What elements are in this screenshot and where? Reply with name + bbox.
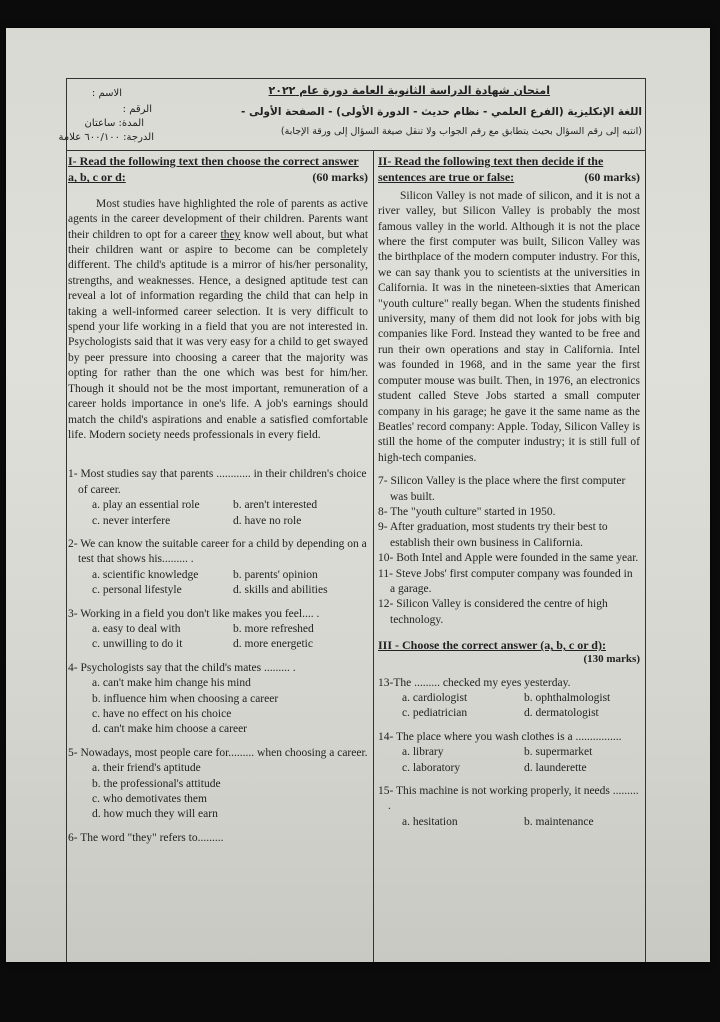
- option-c: c. have no effect on his choice: [92, 708, 232, 720]
- question-13: [378, 676, 640, 722]
- option-c: c. pediatrician: [402, 707, 468, 720]
- option-d: d. skills and abilities: [233, 584, 328, 597]
- question-options: [68, 676, 368, 738]
- option-b: b. influence him when choosing a career: [92, 692, 279, 705]
- question-options: [68, 761, 368, 823]
- section-3-header: [378, 638, 640, 667]
- question-stem: 13-The ......... checked my eyes yesterday.: [378, 676, 571, 689]
- section-3-marks: (130 marks): [583, 653, 640, 666]
- section-2-column: [378, 154, 640, 830]
- option-a: a. hesitation: [402, 815, 458, 828]
- section-2-marks: (60 marks): [584, 170, 640, 185]
- option-b: b. ophthalmologist: [524, 692, 611, 704]
- statement-9: 9- After graduation, most students try their best to establish their own business in California.: [378, 521, 608, 549]
- option-a: a. play an essential role: [92, 499, 200, 512]
- passage-part-2: know well about, but what their children want or aspire to become can be completely different. The child's aptitude is a mirror of his/her personality, strengths, and weaknesses. Hence, a designed aptitude test can reveal a lot of information regarding the child that can help in taking a well-informed career selection. It is very difficult to spend your life working in a field that you are not interested in. Psychologists said that it was very easy for a child to get swayed by peer pressure into choosing a career that the majority was opting for rather than the one which was best for him/her. Though it should not be the most important, remuneration of a career holds importance in one's life. A job's earnings should match the child's aspirations and enable a satisfied comfortable life. Modern society needs professionals in every field.: [68, 228, 369, 441]
- option-c: c. laboratory: [402, 761, 461, 774]
- option-b: b. parents' opinion: [233, 568, 318, 581]
- question-15: [378, 784, 640, 830]
- question-options: [68, 568, 368, 599]
- option-c: c. who demotivates them: [92, 793, 207, 806]
- question-stem: 3- Working in a field you don't like makes you feel.... .: [68, 607, 320, 620]
- section-3-title: III - Choose the correct answer (a, b, c or d):: [378, 638, 606, 653]
- question-stem: 2- We can know the suitable career for a child by depending on a test that shows his......... .: [68, 537, 367, 566]
- option-b: b. the professional's attitude: [92, 777, 221, 790]
- question-5: [68, 746, 368, 823]
- statement-7: 7- Silicon Valley is the place where the first computer was built.: [378, 475, 626, 503]
- statement-11: 11- Steve Jobs' first computer company was founded in a garage.: [378, 567, 633, 595]
- passage-keyword-they: they: [220, 228, 241, 241]
- option-b: b. aren't interested: [233, 499, 318, 512]
- subject-line: اللغة الإنكليزية (الفرع العلمي - نظام حديث - الدورة الأولى) - الصفحة الأولى -: [240, 106, 642, 118]
- option-d: d. launderette: [524, 761, 587, 774]
- question-1: [68, 467, 368, 529]
- section-2-header: [378, 154, 640, 187]
- statement-8: 8- The "youth culture" started in 1950.: [378, 505, 556, 518]
- question-options: [68, 498, 368, 529]
- section-2-passage: Silicon Valley is not made of silicon, and it is not a river valley, but Silicon Valley is probably the most famous valley in the world. Although it is not the place where the first computer was built, Silicon Valley was the birthplace of the modern computer industry. For this, we can say thank you to scientists at the universities in California. It was in the nineteen-sixties that American "youth culture" really began. When the students finished university, many of them did not look for jobs with big companies like Ford. Instead they wanted to be free and run their own operations and stay in California. Intel was founded in 1968, and in the same year the first computer mouse was built. Then, in 1976, an electronics student called Steve Jobs started a small computer company in his garage; he gave it the same name as the Beatles' record company: Apple. Today, Silicon Valley is still the home of the computer industry; it is still full of high-tech companies.: [378, 189, 640, 464]
- option-a: a. easy to deal with: [92, 622, 181, 635]
- exam-title: امتحان شهادة الدراسة الثانوية العامة دورة عام ٢٠٢٢: [268, 84, 550, 97]
- option-c: c. unwilling to do it: [92, 638, 183, 651]
- question-6: [68, 831, 368, 846]
- option-d: d. how much they will earn: [92, 808, 218, 821]
- option-c: c. never interfere: [92, 514, 171, 527]
- option-d: d. have no role: [233, 514, 302, 527]
- question-options: [378, 745, 640, 776]
- question-stem: 4- Psychologists say that the child's mates ......... .: [68, 661, 296, 674]
- section-1-title: I- Read the following text then choose the correct answer a, b, c or d:: [68, 154, 359, 185]
- number-label: الرقم :: [122, 104, 152, 115]
- section-1-marks: (60 marks): [312, 170, 368, 185]
- option-b: b. supermarket: [524, 746, 593, 759]
- option-a: a. library: [402, 746, 444, 759]
- exam-paper: [6, 28, 710, 962]
- statement-10: 10- Both Intel and Apple were founded in the same year.: [378, 552, 639, 565]
- option-c: c. personal lifestyle: [92, 584, 182, 597]
- instruction-line: (انتبه إلى رقم السؤال بحيث يتطابق مع رقم الجواب ولا تنقل صيغة السؤال إلى ورقة الإجابة): [280, 126, 642, 137]
- duration-label: المدة: ساعتان: [84, 118, 144, 129]
- question-stem: 6- The word "they" refers to.........: [68, 831, 224, 844]
- option-d: d. can't make him choose a career: [92, 723, 248, 736]
- question-options: [378, 815, 640, 830]
- option-a: a. cardiologist: [402, 692, 468, 704]
- question-stem: 1- Most studies say that parents ............ in their children's choice of career.: [68, 468, 367, 496]
- question-2: [68, 537, 368, 599]
- section-1-column: [68, 154, 368, 846]
- section-1-passage: [68, 197, 368, 444]
- question-stem: 14- The place where you wash clothes is a ................: [378, 730, 622, 743]
- question-stem: 5- Nowadays, most people care for......... when choosing a career.: [68, 746, 368, 759]
- column-divider: [373, 150, 374, 962]
- header-rule: [66, 150, 646, 151]
- option-b: b. maintenance: [524, 815, 594, 828]
- name-label: الاسم :: [91, 88, 122, 99]
- option-a: a. can't make him change his mind: [92, 677, 251, 690]
- question-options: [68, 622, 368, 653]
- passage-part-1: Most studies have highlighted the role of parents as active agents in the career development of their children. Parents want their children to opt for a career: [68, 197, 368, 241]
- question-options: [378, 691, 640, 722]
- question-4: [68, 661, 368, 738]
- section-1-header: [68, 154, 368, 187]
- option-d: d. more energetic: [233, 638, 313, 651]
- question-stem: 15- This machine is not working properly, it needs ......... .: [378, 785, 639, 813]
- option-d: d. dermatologist: [524, 707, 599, 720]
- question-3: [68, 607, 368, 653]
- option-a: a. their friend's aptitude: [92, 762, 201, 775]
- option-b: b. more refreshed: [233, 622, 314, 635]
- statement-12: 12- Silicon Valley is considered the centre of high technology.: [378, 598, 608, 626]
- question-14: [378, 730, 640, 776]
- grade-label: الدرجة: ٦٠٠/١٠٠ علامة: [58, 132, 154, 143]
- section-2-title: II- Read the following text then decide if the sentences are true or false:: [378, 154, 604, 185]
- option-a: a. scientific knowledge: [92, 568, 199, 581]
